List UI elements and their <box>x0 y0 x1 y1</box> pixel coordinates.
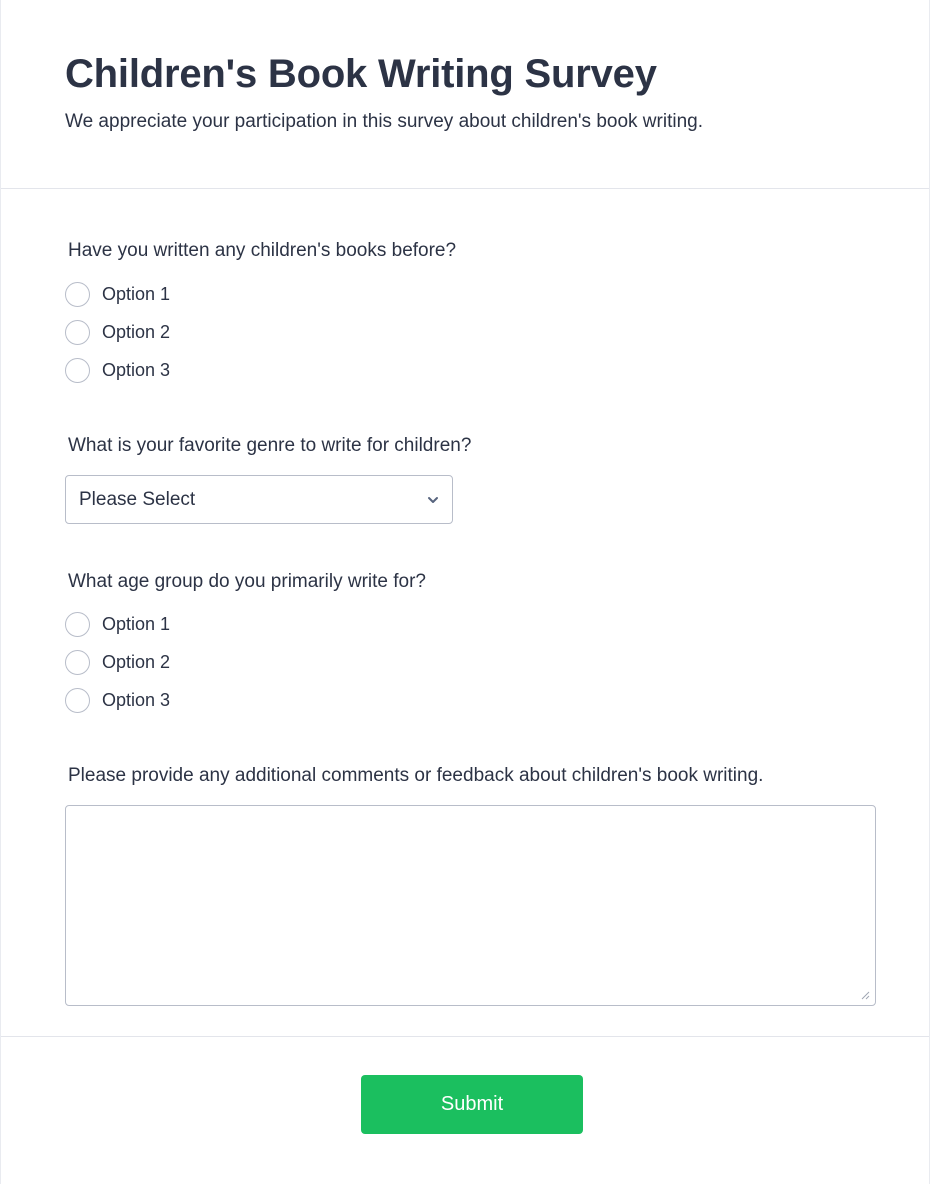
form-header <box>1 0 929 189</box>
radio-option[interactable] <box>65 643 170 681</box>
radio-button[interactable] <box>65 612 90 637</box>
radio-option-label: Option 2 <box>102 651 171 672</box>
radio-button[interactable] <box>65 320 90 345</box>
radio-button[interactable] <box>65 358 90 383</box>
page-subtitle: We appreciate your participation in this survey about children's book writing. <box>65 111 703 132</box>
radio-option[interactable] <box>65 351 170 389</box>
radio-option-label: Option 3 <box>102 359 171 380</box>
radio-group-age-group <box>65 605 170 719</box>
radio-option[interactable] <box>65 275 170 313</box>
question-genre-label: What is your favorite genre to write for children? <box>68 435 472 456</box>
genre-select-value: Please Select <box>79 488 196 510</box>
radio-option[interactable] <box>65 605 170 643</box>
radio-button[interactable] <box>65 688 90 713</box>
radio-option-label: Option 1 <box>102 613 171 634</box>
question-comments-label: Please provide any additional comments or feedback about children's book writing. <box>68 765 764 786</box>
radio-group-written-before <box>65 275 170 389</box>
radio-option-label: Option 2 <box>102 321 171 342</box>
radio-option[interactable] <box>65 313 170 351</box>
radio-button[interactable] <box>65 650 90 675</box>
radio-option-label: Option 3 <box>102 689 171 710</box>
footer-divider <box>1 1036 929 1037</box>
radio-button[interactable] <box>65 282 90 307</box>
radio-option[interactable] <box>65 681 170 719</box>
submit-button[interactable]: Submit <box>361 1075 583 1134</box>
resize-grip-icon[interactable] <box>858 988 870 1000</box>
radio-option-label: Option 1 <box>102 283 171 304</box>
genre-select[interactable] <box>65 475 453 524</box>
question-age-group-label: What age group do you primarily write for? <box>68 571 426 592</box>
page-title: Children's Book Writing Survey <box>65 52 657 96</box>
chevron-down-icon <box>426 493 440 507</box>
comments-textarea[interactable] <box>65 805 876 1006</box>
question-written-before-label: Have you written any children's books before? <box>68 240 457 261</box>
